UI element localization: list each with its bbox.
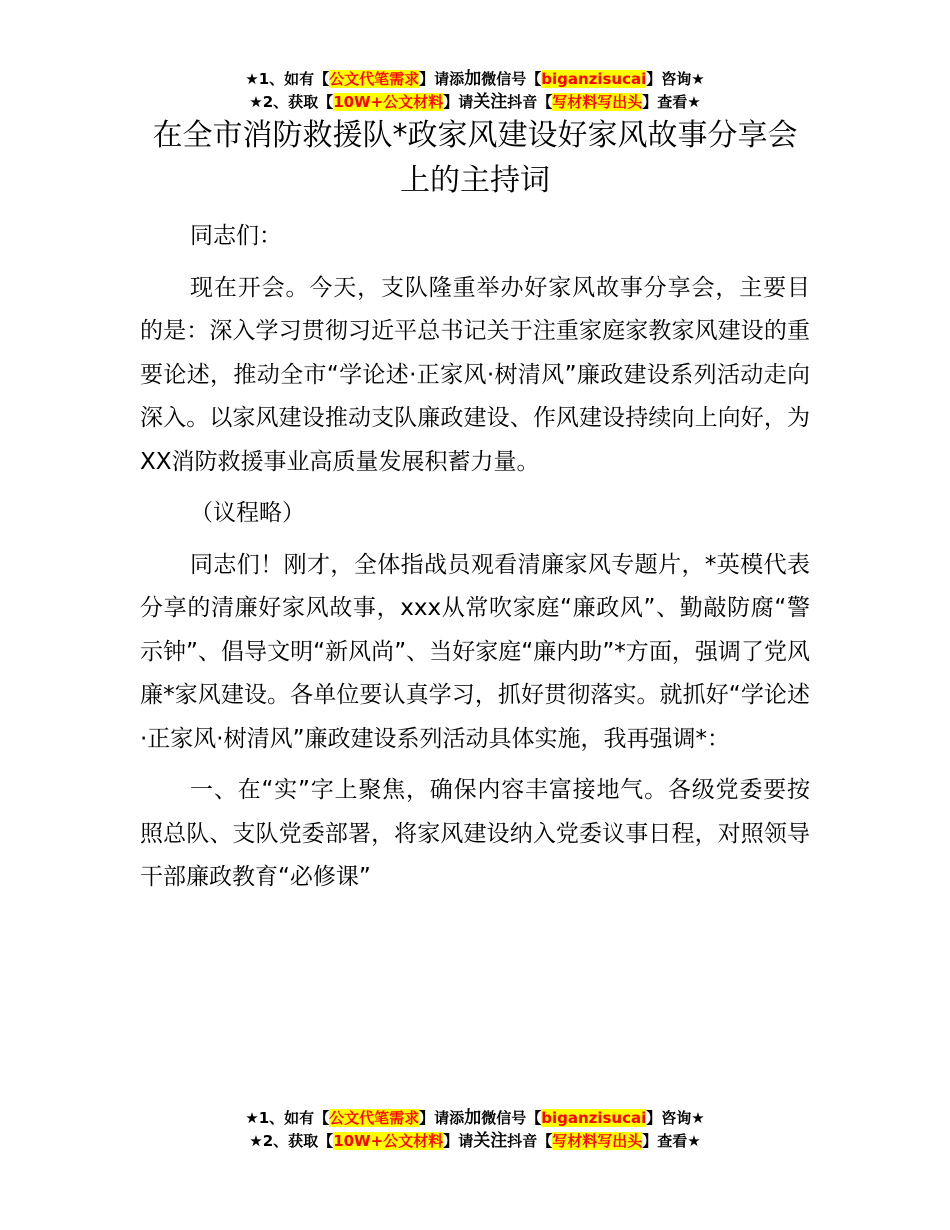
header-ad-line-1: ★1、如有【公文代笔需求】请添加微信号【biganzisucai】咨询★ xyxy=(245,69,705,89)
paragraph-agenda: （议程略） xyxy=(190,500,305,526)
paragraph-summary: 同志们！刚才，全体指战员观看清廉家风专题片，*英模代表分享的清廉好家风故事，xxx从常吹家庭“廉政风”、勤敲防腐“警示钟”、倡导文明“新风尚”、当好家庭“廉内助”*方面，强调了党风廉*家风建设。各单位要认真学习，抓好贯彻落实。就抓好“学论述·正家风·树清风”廉政建设系列活动具体实施，我再强调*： xyxy=(140,551,810,752)
paragraph-greeting: 同志们： xyxy=(190,223,282,249)
highlight-materials: 10W+公文材料 xyxy=(333,1132,444,1150)
paragraph-opening: 现在开会。今天，支队隆重举办好家风故事分享会，主要目的是：深入学习贯彻习近平总书记关于注重家庭家教家风建设的重要论述，推动全市“学论述·正家风·树清风”廉政建设系列活动走向深入。以家风建设推动支队廉政建设、作风建设持续向上向好，为XX消防救援事业高质量发展积蓄力量。 xyxy=(140,274,810,475)
highlight-service: 公文代笔需求 xyxy=(329,1109,420,1127)
paragraph-point-one: 一、在“实”字上聚焦，确保内容丰富接地气。各级党委要按照总队、支队党委部署，将家风建设纳入党委议事日程，对照领导干部廉政教育“必修课” xyxy=(140,777,810,890)
highlight-douyin: 写材料写出头 xyxy=(552,93,643,111)
highlight-service: 公文代笔需求 xyxy=(329,70,420,88)
footer-ad-line-1: ★1、如有【公文代笔需求】请添加微信号【biganzisucai】咨询★ xyxy=(245,1108,705,1128)
highlight-douyin: 写材料写出头 xyxy=(552,1132,643,1150)
highlight-wechat-id: biganzisucai xyxy=(541,1109,647,1127)
highlight-materials: 10W+公文材料 xyxy=(333,93,444,111)
header-ad-line-2: ★2、获取【10W+公文材料】请关注抖音【写材料写出头】查看★ xyxy=(249,92,701,112)
highlight-wechat-id: biganzisucai xyxy=(541,70,647,88)
footer-ad-line-2: ★2、获取【10W+公文材料】请关注抖音【写材料写出头】查看★ xyxy=(249,1131,701,1151)
document-body xyxy=(140,215,810,908)
document-title: 在全市消防救援队*政家风建设好家风故事分享会上的主持词 xyxy=(152,118,798,198)
